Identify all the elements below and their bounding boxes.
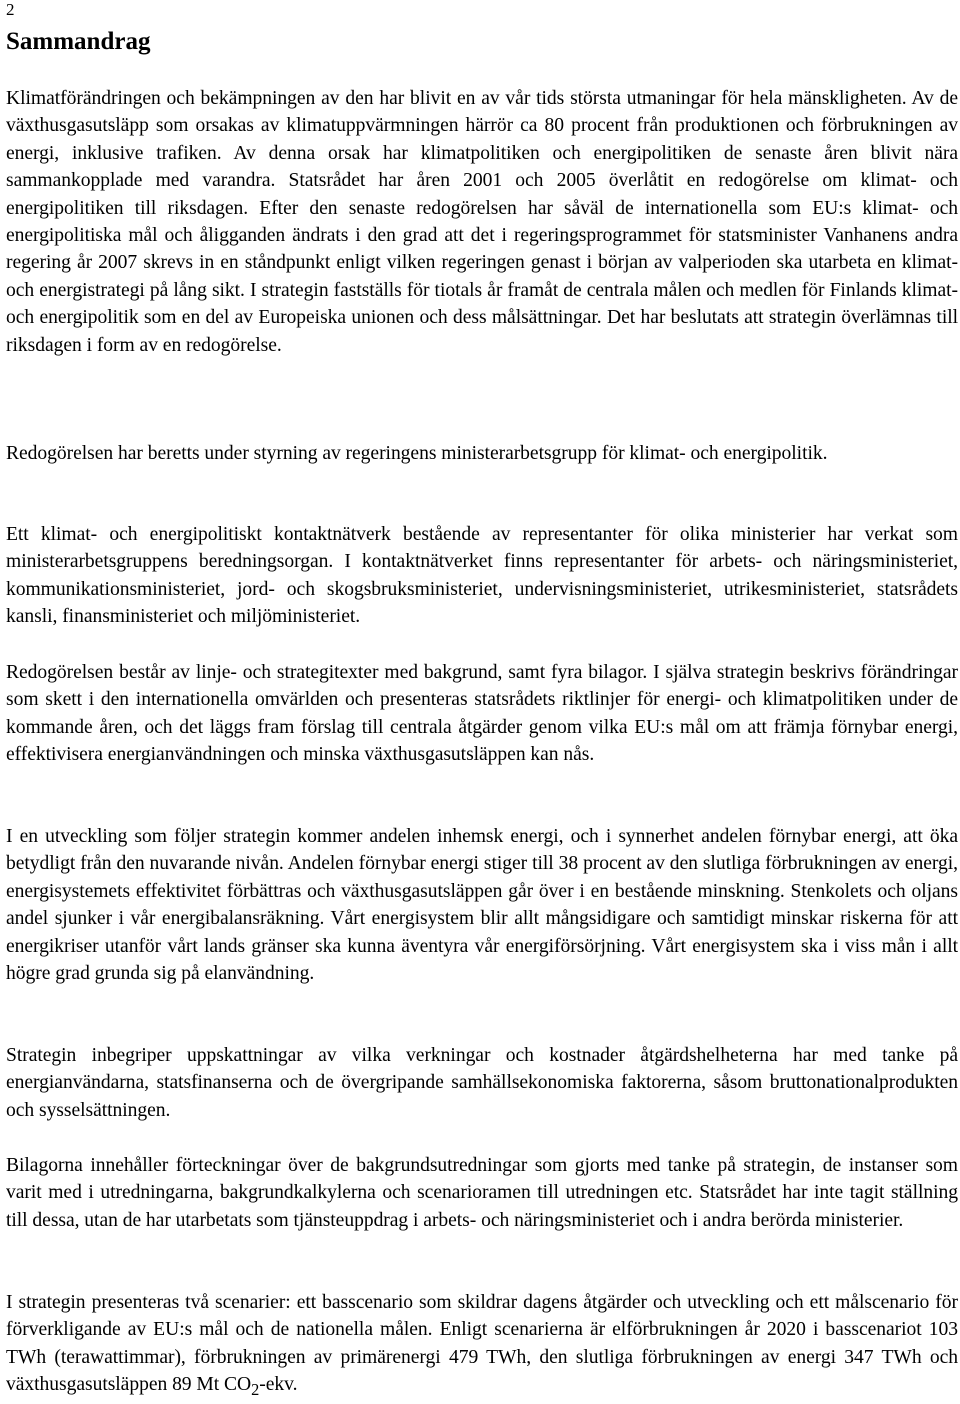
paragraph-4: Redogörelsen består av linje- och strategitexter med bakgrund, samt fyra bilagor. I själva strategin beskrivs förändringar som skett i den internationella omvärlden och presenteras statsrådets riktlinjer för energi- och klimatpolitiken under de kommande åren, och det läggs fram förslag till centrala åtgärder genom vilka EU:s mål om att främja förnybar energi, effektivisera energianvändningen och minska växthusgasutsläppen kan nås.: [6, 662, 958, 766]
paragraph-5: I en utveckling som följer strategin kommer andelen inhemsk energi, och i synnerhet andelen förnybar energi, att öka betydligt från den nuvarande nivån. Andelen förnybar energi stiger till 38 procent av den slutliga förbrukningen av energi, energisystemets effektivitet förbättras och växthusgasutsläppen går över i en bestående minskning. Stenkolets och oljans andel sjunker i vår energibalansräkning. Vårt energisystem blir allt mångsidigare och samtidigt minskar riskerna för att energikriser utanför vårt lands gränser ska kunna äventyra vår energiförsörjning. Vårt energisystem ska i viss mån i allt högre grad grunda sig på elanvändning.: [6, 826, 958, 985]
co2-subscript: 2: [251, 1380, 260, 1400]
page-number: 2: [6, 0, 15, 19]
paragraph-2: Redogörelsen har beretts under styrning av regeringens ministerarbetsgrupp för klimat- och energipolitik.: [6, 443, 828, 464]
paragraph-3: Ett klimat- och energipolitiskt kontaktnätverk bestående av representanter för olika ministerier har verkat som ministerarbetsgruppens beredningsorgan. I kontaktnätverket finns representanter för arbets- och näringsministeriet, kommunikationsministeriet, jord- och skogsbruksministeriet, undervisningsministeriet, utrikesministeriet, statsrådets kansli, finansministeriet och miljöministeriet.: [6, 524, 958, 628]
paragraph-6: Strategin inbegriper uppskattningar av vilka verkningar och kostnader åtgärdshelheterna har med tanke på energianvändarna, statsfinanserna och de övergripande samhällsekonomiska faktorerna, såsom bruttonationalprodukten och sysselsättningen.: [6, 1045, 958, 1121]
paragraph-7: Bilagorna innehåller förteckningar över de bakgrundsutredningar som gjorts med tanke på strategin, de instanser som varit med i utredningarna, bakgrundkalkylerna och scenarioramen till utredningen etc. Statsrådet har inte tagit ställning till dessa, utan de har utarbetats som tjänsteuppdrag i arbets- och näringsministeriet och i andra berörda ministerier.: [6, 1155, 958, 1231]
paragraph-8-tail: -ekv.: [259, 1374, 298, 1396]
paragraph-8-text: I strategin presenteras två scenarier: ett basscenario som skildrar dagens åtgärder och utveckling och ett målscenario för förverkligande av EU:s mål och de nationella målen. Enligt scenarierna är elförbrukningen år 2020 i basscenariot 103 TWh (terawattimmar), förbrukningen av primärenergi 479 TWh, den slutliga förbrukningen av energi 347 TWh och växthusgasutsläppen 89 Mt CO: [6, 1292, 958, 1396]
page-title: Sammandrag: [6, 28, 151, 55]
paragraph-1: Klimatförändringen och bekämpningen av den har blivit en av vår tids största utmaningar för hela mänskligheten. Av de växthusgasutsläpp som orsakas av klimatuppvärmningen härrör ca 80 procent från produktionen och förbrukningen av energi, inklusive trafiken. Av denna orsak har klimatpolitiken och energipolitiken de senaste åren blivit nära sammankopplade med varandra. Statsrådet har åren 2001 och 2005 överlåtit en redogörelse om klimat- och energipolitiken till riksdagen. Efter den senaste redogörelsen har såväl de internationella som EU:s klimat- och energipolitiska mål och åligganden ändrats i den grad att det i regeringsprogrammet för statsminister Vanhanens andra regering år 2007 skrevs in en ståndpunkt enligt vilken regeringen genast i början av valperioden ska utarbeta en klimat- och energistrategi på lång sikt. I strategin fastställs för tiotals år framåt de centrala målen och medlen för Finlands klimat- och energipolitik som en del av Europeiska unionen och dess målsättningar. Det har beslutats att strategin överlämnas till riksdagen i form av en redogörelse.: [6, 88, 958, 356]
paragraph-8: [6, 1289, 958, 1404]
